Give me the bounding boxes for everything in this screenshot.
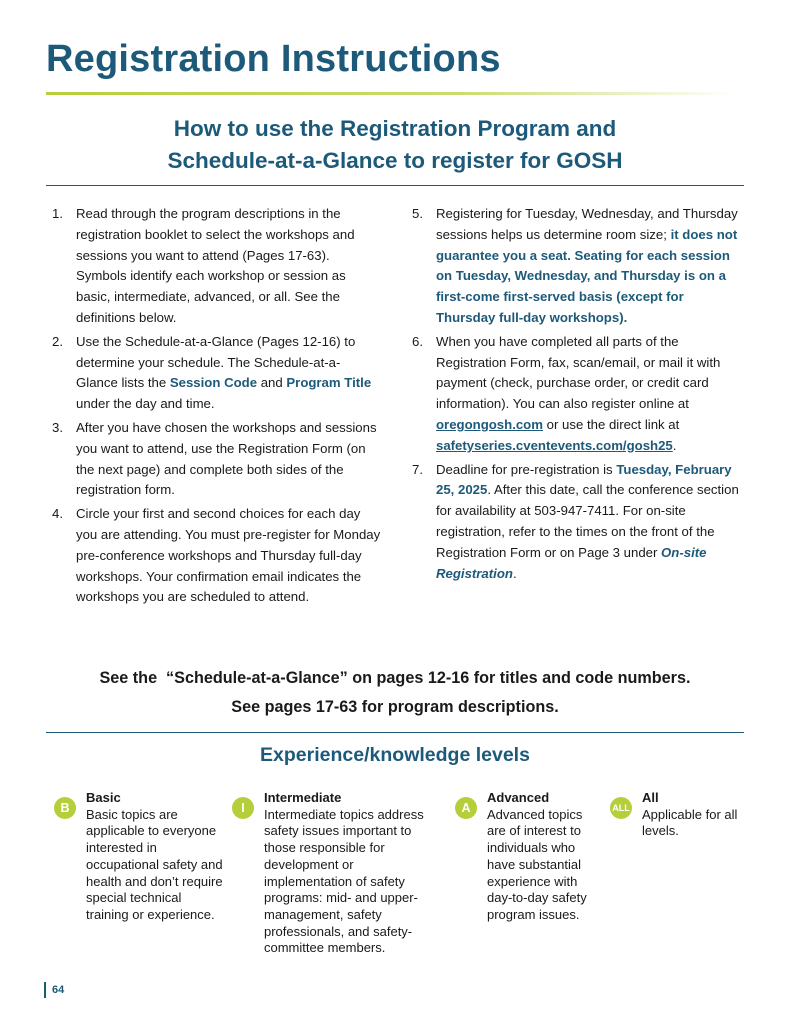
- step-number: 4.: [52, 506, 63, 522]
- level-body: [642, 790, 740, 840]
- step-3: [52, 418, 382, 501]
- section-subtitle: [46, 113, 744, 177]
- step-text-part: Registering for Tuesday, Wednesday, and Thursday sessions helps us determine room size;: [436, 206, 738, 242]
- level-title: Advanced: [487, 790, 550, 805]
- advanced-badge-icon: A: [455, 797, 477, 819]
- step-text-part: When you have completed all parts of the Registration Form, fax, scan/email, or mail it with payment (check, purchase order, or credit card information). You can also register online at: [436, 333, 721, 412]
- schedule-note-line-1: See the “Schedule-at-a-Glance” on pages 12-16 for titles and code numbers.: [99, 669, 691, 687]
- subtitle-divider: [46, 185, 744, 186]
- level-body: [487, 790, 600, 924]
- step-text-part: under the day and time.: [76, 396, 215, 412]
- level-description: Applicable for all levels.: [642, 806, 738, 839]
- step-text: [436, 204, 742, 329]
- cvent-registration-link[interactable]: safetyseries.cventevents.com/gosh25: [436, 437, 673, 453]
- step-text-part: . After this date, call the conference section for availability at 503-947-7411. For on-site registration, refer to the times on the front of the Registration Form or on Page 3 under: [436, 482, 739, 560]
- all-badge-icon: ALL: [610, 797, 632, 819]
- seating-notice-highlight: it does not guarantee you a seat. Seating for each session on Tuesday, Wednesday, and Thursday is on a first-come first-served basis (except for Thursday full-day workshops).: [436, 226, 738, 325]
- step-number: 3.: [52, 419, 63, 435]
- step-text: [436, 460, 742, 585]
- program-title-highlight: Program Title: [286, 375, 372, 391]
- session-code-highlight: Session Code: [169, 375, 258, 391]
- title-underline: [46, 92, 736, 95]
- schedule-notes: [46, 664, 744, 722]
- level-advanced: [455, 790, 600, 924]
- step-number: 2.: [52, 333, 63, 349]
- level-title: Basic: [86, 790, 121, 805]
- level-body: [264, 790, 444, 957]
- step-text-part: Deadline for pre-registration is: [436, 461, 617, 477]
- step-4: [52, 504, 382, 608]
- page-number: 64: [44, 982, 64, 998]
- levels-heading: Experience/knowledge levels: [260, 744, 530, 766]
- level-description: Advanced topics are of interest to individuals who have substantial experience with day-to-day safety program issues.: [487, 806, 587, 922]
- step-text-part: and: [257, 375, 287, 391]
- level-description: Basic topics are applicable to everyone interested in occupational safety and health and don’t require special technical training or experience.: [86, 806, 223, 922]
- level-description: Intermediate topics address safety issues important to those responsible for development or implementation of safety programs: mid- and upper-management, safety professionals, and safety-committee members.: [264, 806, 424, 956]
- steps-column-right: [412, 204, 742, 587]
- step-text: [76, 332, 382, 415]
- deadline-highlight: Tuesday, February 25, 2025: [436, 461, 732, 498]
- oregongosh-link[interactable]: oregongosh.com: [436, 416, 543, 432]
- step-number: 5.: [412, 206, 423, 221]
- basic-badge-icon: B: [54, 797, 76, 819]
- step-text-part: .: [672, 437, 677, 453]
- step-text: After you have chosen the workshops and sessions you want to attend, use the Registration Form (on the next page) and complete both sides of the registration form.: [76, 419, 377, 498]
- level-title: All: [642, 790, 659, 805]
- step-6: [412, 332, 742, 457]
- step-7: [412, 460, 742, 585]
- step-text-part: Use the Schedule-at-a-Glance (Pages 12-16) to determine your schedule. The Schedule-at-a-Glance lists the: [76, 333, 356, 391]
- level-title: Intermediate: [264, 790, 342, 805]
- step-text-part: or use the direct link at: [542, 416, 680, 432]
- step-text: [436, 332, 742, 457]
- step-number: 6.: [412, 333, 423, 349]
- level-basic: [54, 790, 224, 924]
- subtitle-line-2: Schedule-at-a-Glance to register for GOSH: [167, 148, 623, 173]
- schedule-note-line-2: See pages 17-63 for program descriptions.: [231, 698, 559, 716]
- onsite-registration-highlight: On-site Registration: [436, 544, 707, 581]
- step-text-part: .: [512, 565, 517, 581]
- step-number: 1.: [52, 206, 63, 221]
- steps-column-left: [52, 204, 382, 611]
- intermediate-badge-icon: I: [232, 797, 254, 819]
- step-text: Circle your first and second choices for each day you are attending. You must pre-register for Monday pre-conference workshops and Thursday full-day workshops. Your confirmation email indicates the workshops you are scheduled to attend.: [76, 506, 381, 605]
- step-2: [52, 332, 382, 415]
- page-title: Registration Instructions: [46, 38, 501, 80]
- level-intermediate: [232, 790, 444, 957]
- step-text: Read through the program descriptions in the registration booklet to select the workshops and sessions you want to attend (Pages 17-63). Symbols identify each workshop or session as basic, intermediate, advanced, or all. See the definitions below.: [76, 206, 355, 325]
- step-5: [412, 204, 742, 329]
- levels-divider: [46, 732, 744, 733]
- level-all: [610, 790, 740, 840]
- level-body: [86, 790, 224, 924]
- subtitle-line-1: How to use the Registration Program and: [173, 116, 617, 141]
- step-1: [52, 204, 382, 329]
- step-number: 7.: [412, 461, 423, 477]
